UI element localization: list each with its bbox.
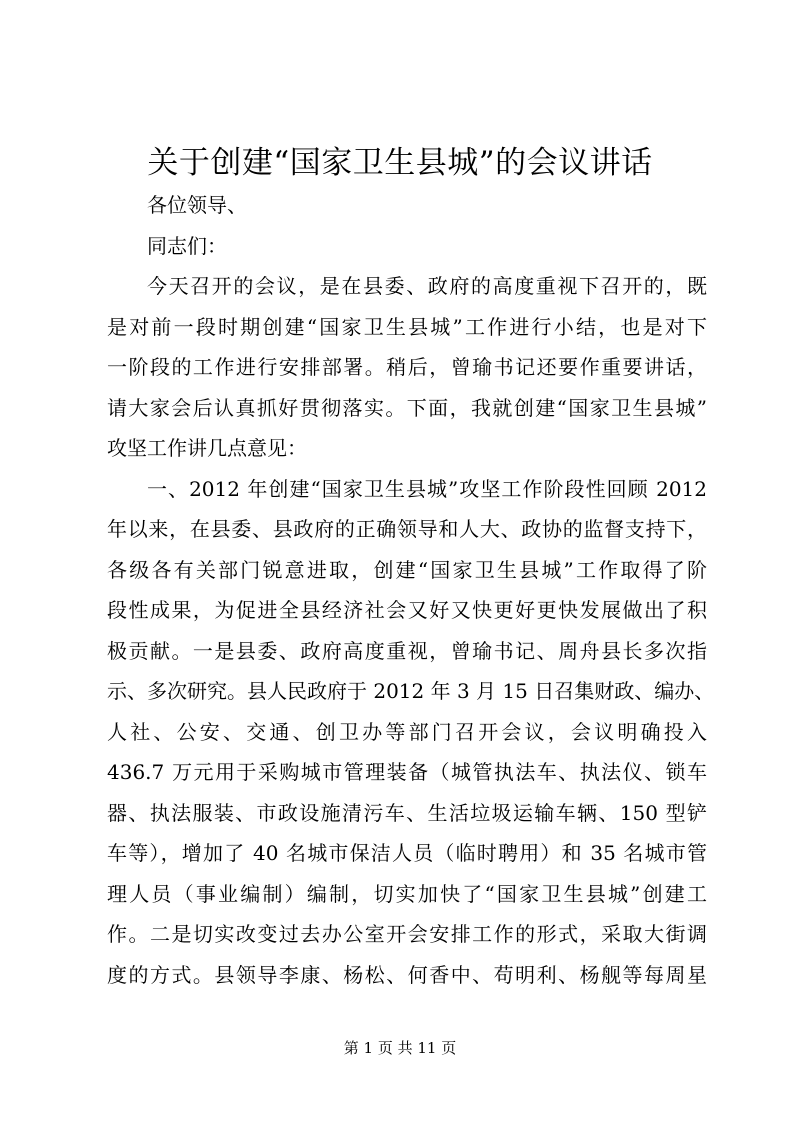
text-line: 436.7 万元用于采购城市管理装备（城管执法车、执法仪、锁车 [107,760,707,784]
text-line: 今天召开的会议，是在县委、政府的高度重视下召开的，既 [147,274,707,298]
text-line: 人社、公安、交通、创卫办等部门召开会议，会议明确投入 [107,719,707,744]
text-line: 是对前一段时期创建“国家卫生县城”工作进行小结，也是对下 [107,314,707,339]
text-line: 攻坚工作讲几点意见： [107,436,307,460]
text-line: 器、执法服装、市政设施清污车、生活垃圾运输车辆、150 型铲 [107,800,707,825]
text-line: 度的方式。县领导李康、杨松、何香中、苟明利、杨舰等每周星 [107,962,707,987]
text-line: 年以来，在县委、县政府的正确领导和人大、政协的监督支持下， [107,517,707,541]
text-line: 同志们： [147,233,227,258]
text-line: 请大家会后认真抓好贯彻落实。下面，我就创建“国家卫生县城” [107,395,707,420]
text-line: 作。二是切实改变过去办公室开会安排工作的形式，采取大街调 [107,922,707,946]
text-line: 理人员（事业编制）编制，切实加快了“国家卫生县城”创建工 [107,881,707,906]
text-line: 各级各有关部门锐意进取，创建“国家卫生县城”工作取得了阶 [107,557,707,582]
text-line: 一阶段的工作进行安排部署。稍后，曾瑜书记还要作重要讲话， [107,355,707,379]
text-line: 极贡献。一是县委、政府高度重视，曾瑜书记、周舟县长多次指 [107,638,707,663]
text-line: 示、多次研究。县人民政府于 2012 年 3 月 15 日召集财政、编办、 [107,679,715,703]
text-line: 一、2012 年创建“国家卫生县城”攻坚工作阶段性回顾 2012 [147,476,707,501]
text-line: 车等），增加了 40 名城市保洁人员（临时聘用）和 35 名城市管 [107,841,707,865]
text-line: 段性成果，为促进全县经济社会又好又快更好更快发展做出了积 [107,598,707,622]
document-title: 关于创建“国家卫生县城”的会议讲话 [147,145,653,181]
text-line: 各位领导、 [147,193,247,217]
document-body [107,185,715,995]
page-number-footer: 第 1 页 共 11 页 [343,1039,457,1057]
